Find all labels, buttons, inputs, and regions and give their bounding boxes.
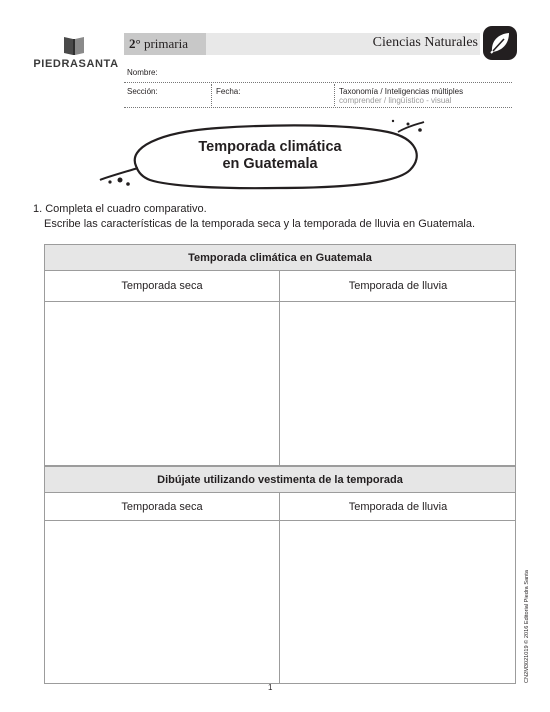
nombre-field[interactable] [124,82,512,83]
table1-cell-lluvia[interactable] [280,302,515,465]
seccion-label: Sección: [127,87,158,96]
table2-col-lluvia: Temporada de lluvia [348,501,448,513]
table2-col-seca: Temporada seca [121,501,203,513]
grade-level: primaria [143,36,188,51]
taxonomia-values: comprender / lingüístico - visual [339,96,452,105]
table1-col-seca: Temporada seca [121,280,203,292]
fecha-label: Fecha: [216,87,241,96]
taxonomia-label: Taxonomía / Inteligencias múltiples [339,87,464,96]
worksheet-title [150,139,390,173]
seccion-fecha-field[interactable] [124,107,512,108]
title-line-2: en Guatemala [222,156,318,172]
table2-heading: Dibújate utilizando vestimenta de la temporada [44,466,516,493]
table2-cell-seca[interactable] [45,521,279,683]
instruction-item: 1. Completa el cuadro comparativo. [33,203,207,215]
copyright-code [521,555,531,685]
table1-cell-seca[interactable] [45,302,279,465]
book-logo-icon [62,34,86,56]
table2-cell-lluvia[interactable] [280,521,515,683]
title-line-1: Temporada climática [198,139,342,155]
grade-number: 2° [129,36,141,51]
divider [211,84,212,106]
subject-title: Ciencias Naturales [372,35,478,50]
divider [334,84,335,106]
instruction-detail: Escribe las características de la temporada seca y la temporada de lluvia en Guatemala. [44,218,476,230]
nombre-label: Nombre: [127,68,158,77]
leaf-icon [482,25,518,61]
page-number: 1 [268,683,273,692]
copyright-code-text: CN2M3021019 © 2016 Editorial Piedra Santa [524,570,530,683]
publisher-logo-text: PIEDRASANTA [33,58,119,70]
table1-heading: Temporada climática en Guatemala [44,244,516,271]
grade-label [129,36,188,52]
table1-col-lluvia: Temporada de lluvia [348,280,448,292]
